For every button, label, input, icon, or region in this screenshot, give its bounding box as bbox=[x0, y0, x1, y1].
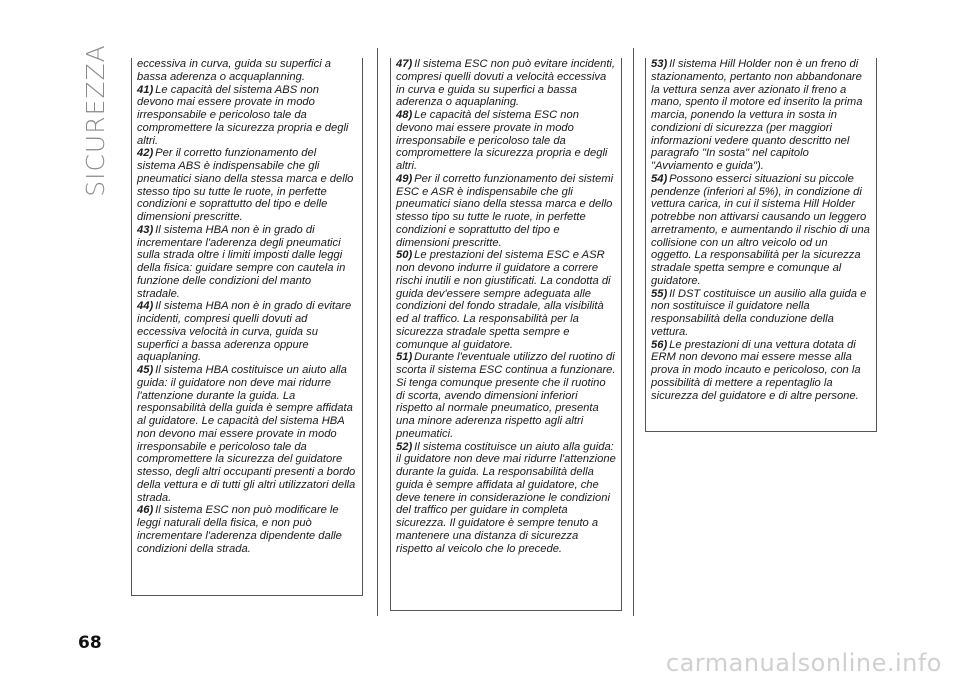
warning-paragraph bbox=[396, 58, 616, 109]
warning-paragraph bbox=[651, 58, 871, 173]
warning-text: Il sistema Hill Holder non è un freno di stazionamento, pertanto non abbandonare la vettura senza aver azionato il freno a mano, spento il motore ed inserito la prima marcia, ponendo la vettura in sosta in condizioni di sicurezza (per maggiori informazioni vedere quanto descritto nel paragrafo "In sosta" nel capitolo "Avviamento e guida"). bbox=[651, 58, 863, 172]
warning-number: 44) bbox=[137, 300, 154, 313]
warning-number: 51) bbox=[396, 351, 413, 364]
warning-number: 42) bbox=[137, 147, 154, 160]
text-column-3 bbox=[645, 58, 877, 432]
warning-text: Per il corretto funzionamento del sistema ABS è indispensabile che gli pneumatici siano della stessa marca e dello stesso tipo su tutte le ruote, in perfette condizioni e soprattutto del tipo e delle dimensioni prescritte. bbox=[137, 147, 354, 223]
warning-number: 47) bbox=[396, 58, 413, 70]
warning-paragraph bbox=[137, 364, 357, 504]
warning-text: Le capacità del sistema ESC non devono mai essere provate in modo irresponsabile e pericoloso tale da compromettere la sicurezza propria e degli altri. bbox=[396, 109, 608, 172]
warning-number: 46) bbox=[137, 504, 154, 517]
warning-paragraph bbox=[396, 173, 616, 250]
warning-number: 41) bbox=[137, 83, 154, 96]
warning-paragraph bbox=[137, 58, 357, 84]
text-column-2 bbox=[390, 58, 622, 611]
warning-text: Il sistema ESC non può modificare le leggi naturali della fisica, e non può incrementare l'aderenza dipendente dalle condizioni della strada. bbox=[137, 504, 342, 555]
column-divider bbox=[377, 48, 378, 616]
warning-number: 56) bbox=[651, 338, 668, 351]
warning-number: 49) bbox=[396, 172, 413, 185]
warning-text: Possono esserci situazioni su piccole pendenze (inferiori al 5%), in condizione di vettura carica, in cui il sistema Hill Holder potrebbe non attivarsi causando un leggero arretramento, e aumentando il rischio di una collisione con un altro veicolo od un oggetto. La responsabilità per la sicurezza stradale spetta sempre e comunque al guidatore. bbox=[651, 172, 870, 287]
column-divider bbox=[633, 48, 634, 616]
warning-text: Le prestazioni del sistema ESC e ASR non devono indurre il guidatore a correre rischi inutili e non giustificati. La condotta di guida dev'essere sempre adeguata alle condizioni del fondo stradale, alla visibilità ed al traffico. La responsabilità per la sicurezza stradale spetta sempre e comunque al guidatore. bbox=[396, 249, 611, 351]
warning-text: Per il corretto funzionamento dei sistemi ESC e ASR è indispensabile che gli pneumatici siano della stessa marca e dello stesso tipo su tutte le ruote, in perfette condizioni e soprattutto del tipo e dimensioni prescritte. bbox=[396, 172, 614, 249]
warning-number: 50) bbox=[396, 249, 413, 262]
warning-paragraph bbox=[137, 224, 357, 301]
warning-paragraph bbox=[651, 339, 871, 403]
warning-text: Le capacità del sistema ABS non devono mai essere provate in modo irresponsabile e pericoloso tale da compromettere la sicurezza propria e degli altri. bbox=[137, 83, 349, 147]
warning-number: 55) bbox=[651, 287, 668, 300]
watermark: carmanualsonline.info bbox=[665, 649, 942, 677]
warning-text: Il sistema HBA costituisce un aiuto alla guida: il guidatore non deve mai ridurre l'attenzione durante la guida. La responsabilità della guida è sempre affidata al guidatore. Le capacità del sistema HBA non devono mai essere provate in modo irresponsabile e pericoloso tale da compromettere la sicurezza del guidatore stesso, degli altri occupanti presenti a bordo della vettura e di tutti gli altri utilizzatori della strada. bbox=[137, 364, 356, 504]
warning-text: Durante l'eventuale utilizzo del ruotino di scorta il sistema ESC continua a funzionare. Si tenga comunque presente che il ruotino di scorta, avendo dimensioni inferiori rispetto al normale pneumatico, presenta una minore aderenza rispetto agli altri pneumatici. bbox=[396, 351, 616, 440]
warning-number: 53) bbox=[651, 58, 668, 70]
warning-number: 52) bbox=[396, 440, 413, 453]
warning-paragraph bbox=[137, 147, 357, 224]
warning-text: Il sistema ESC non può evitare incidenti, compresi quelli dovuti a velocità eccessiva in curva e guida su superfici a bassa aderenza o aquaplaning. bbox=[396, 58, 616, 109]
warning-paragraph bbox=[396, 441, 616, 556]
warning-number: 48) bbox=[396, 109, 413, 121]
warning-paragraph bbox=[396, 109, 616, 173]
section-title bbox=[78, 43, 112, 197]
section-title-text: SICUREZZA bbox=[80, 43, 110, 197]
warning-text: Le prestazioni di una vettura dotata di ERM non devono mai essere messe alla prova in modo incauto e pericoloso, con la possibilità di mettere a repentaglio la sicurezza del guidatore e di altre persone. bbox=[651, 338, 861, 402]
page-number: 68 bbox=[78, 633, 102, 653]
warning-paragraph bbox=[137, 84, 357, 148]
warning-text: Il sistema HBA non è in grado di incrementare l'aderenza degli pneumatici sulla strada oltre i limiti imposti dalle leggi della fisica: guidare sempre con cautela in funzione delle condizioni del manto stradale. bbox=[137, 223, 346, 300]
warning-text: Il DST costituisce un ausilio alla guida e non sostituisce il guidatore nella responsabilità della conduzione della vettura. bbox=[651, 287, 867, 338]
warning-number: 43) bbox=[137, 223, 154, 236]
warning-text: Il sistema HBA non è in grado di evitare incidenti, compresi quelli dovuti ad eccessiva velocità in curva, guida su superfici a bassa aderenza oppure aquaplaning. bbox=[137, 300, 352, 364]
warning-paragraph bbox=[137, 504, 357, 555]
warning-paragraph bbox=[137, 300, 357, 364]
warning-text: eccessiva in curva, guida su superfici a bassa aderenza o acquaplanning. bbox=[137, 58, 332, 83]
warning-paragraph bbox=[396, 351, 616, 440]
warning-paragraph bbox=[651, 173, 871, 288]
warning-paragraph bbox=[396, 249, 616, 351]
text-column-1 bbox=[131, 58, 363, 596]
warning-text: Il sistema costituisce un aiuto alla guida: il guidatore non deve mai ridurre l'attenzione durante la guida. La responsabilità della guida è sempre affidata al guidatore, che deve tenere in considerazione le condizioni del traffico per guidare in completa sicurezza. Il guidatore è sempre tenuto a mantenere una distanza di sicurezza rispetto al veicolo che lo precede. bbox=[396, 440, 616, 555]
warning-paragraph bbox=[651, 288, 871, 339]
warning-number: 54) bbox=[651, 172, 668, 185]
warning-number: 45) bbox=[137, 364, 154, 376]
